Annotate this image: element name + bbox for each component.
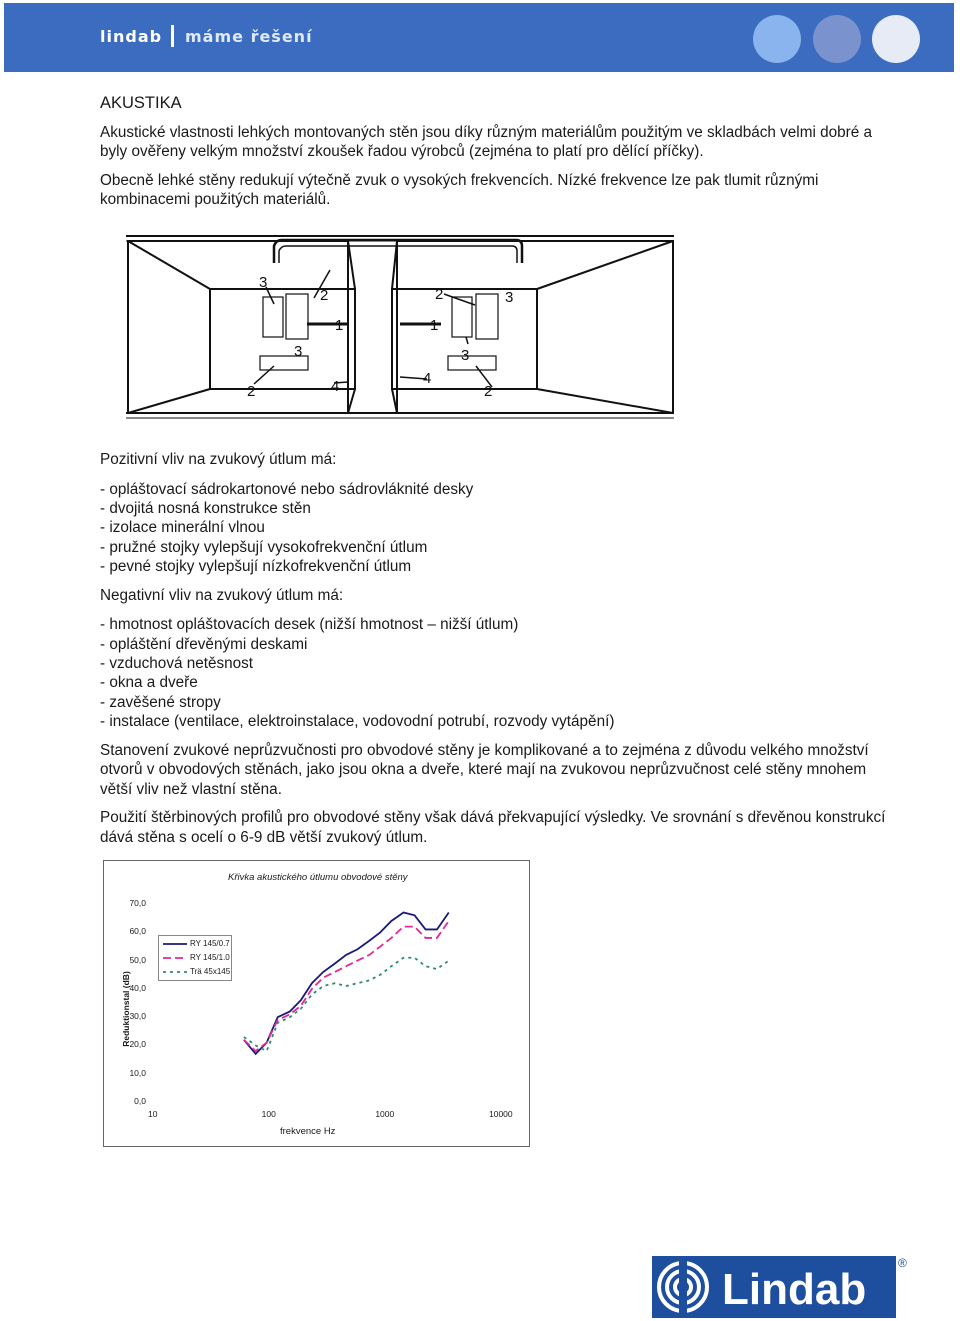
- brand-slogan: máme řešení: [185, 27, 313, 46]
- list-item: - vzduchová netěsnost: [100, 655, 254, 673]
- figure-label: 2: [435, 286, 444, 303]
- list-item: - pevné stojky vylepšují nízkofrekvenční útlum: [100, 558, 412, 576]
- list-item: - okna a dveře: [100, 674, 198, 692]
- x-tick-label: 100: [261, 1109, 276, 1119]
- list-item: - pružné stojky vylepšují vysokofrekvenční útlum: [100, 538, 428, 556]
- lindab-logo: [652, 1256, 896, 1318]
- list-item: - opláštovací sádrokartonové nebo sádrovláknité desky: [100, 480, 474, 498]
- figure-label: 2: [247, 383, 256, 400]
- x-tick-label: 10: [148, 1109, 158, 1119]
- acoustic-chart: [103, 860, 530, 1147]
- figure-label: 2: [320, 287, 329, 304]
- y-tick-label: 10,0: [129, 1067, 146, 1078]
- negative-list: [100, 615, 900, 731]
- positive-heading: Pozitivní vliv na zvukový útlum má:: [100, 451, 337, 468]
- figure-label: 4: [331, 378, 340, 395]
- page-title: AKUSTIKA: [100, 94, 182, 112]
- decor-dot-1: [753, 15, 801, 63]
- list-item: - hmotnost opláštovacích desek (nižší hmotnost – nižší útlum): [100, 616, 519, 634]
- y-tick-label: 60,0: [129, 926, 146, 937]
- x-axis-label: frekvence Hz: [280, 1126, 336, 1137]
- figure-label: 3: [505, 289, 514, 306]
- intro-paragraph-2: Obecně lehké stěny redukují výtečně zvuk o vysokých frekvencích. Nízké frekvence lze pak tlumit různými kombinacemi použitých materiálů.: [100, 171, 819, 209]
- y-tick-label: 70,0: [129, 898, 146, 908]
- y-axis-label: Reduktionstal (dB): [121, 971, 131, 1047]
- main-content: [100, 94, 900, 219]
- header-separator: [171, 25, 174, 47]
- x-tick-label: 10000: [489, 1109, 513, 1119]
- acoustic-rooms-figure: [126, 232, 676, 422]
- list-item: - zavěšené stropy: [100, 693, 221, 711]
- brand-name: lindab: [100, 27, 163, 46]
- y-tick-label: 30,0: [129, 1011, 146, 1022]
- legend-label: Trä 45x145: [190, 967, 231, 976]
- list-item: - opláštění dřevěnými deskami: [100, 635, 308, 653]
- series-line: [244, 912, 449, 1053]
- x-tick-label: 1000: [375, 1109, 395, 1119]
- figure-label: 3: [294, 343, 303, 360]
- logo-text: Lindab: [722, 1265, 867, 1314]
- chart-legend: [158, 935, 232, 981]
- y-tick-label: 40,0: [129, 982, 146, 993]
- positive-list: [100, 480, 900, 577]
- series-line: [244, 958, 449, 1051]
- figure-label: 1: [335, 317, 344, 334]
- legend-label: RY 145/1.0: [190, 953, 230, 962]
- influence-section: [100, 450, 900, 857]
- list-item: - instalace (ventilace, elektroinstalace, vodovodní potrubí, rozvody vytápění): [100, 713, 615, 731]
- chart-title: Křivka akustického útlumu obvodové stěny: [228, 872, 408, 883]
- page-header: [4, 3, 954, 72]
- list-item: - izolace minerální vlnou: [100, 519, 265, 537]
- figure-label: 1: [430, 317, 439, 334]
- y-tick-label: 50,0: [129, 954, 146, 965]
- decor-dot-3: [872, 15, 920, 63]
- y-tick-label: 0,0: [134, 1096, 146, 1106]
- figure-label: 3: [259, 274, 268, 291]
- legend-label: RY 145/0.7: [190, 939, 230, 948]
- figure-label: 4: [423, 370, 432, 387]
- paragraph-slotted-profiles: Použití štěrbinových profilů pro obvodové stěny však dává překvapující výsledky. Ve srovnání s dřevěnou konstrukcí dává stěna s ocelí o 6-9 dB větší zvukový útlum.: [100, 809, 886, 847]
- intro-paragraph-1: Akustické vlastnosti lehkých montovaných stěn jsou díky různým materiálům použitým ve skladbách velmi dobré a byly ověřeny velkým množství zkoušek řadou výrobců (zejména to platí pro dělící příčky).: [100, 123, 872, 161]
- paragraph-exterior-walls: Stanovení zvukové neprůzvučnosti pro obvodové stěny je komplikované a to zejména z důvodu velkého množství otvorů v obvodových stěnách, jako jsou okna a dveře, které mají na zvukovou neprůzvučnost celé stěny mnohem větší vliv než vlastní stěna.: [100, 741, 869, 798]
- negative-heading: Negativní vliv na zvukový útlum má:: [100, 586, 344, 604]
- figure-label: 2: [484, 383, 493, 400]
- y-tick-label: 20,0: [129, 1039, 146, 1050]
- figure-label: 3: [461, 347, 470, 364]
- list-item: - dvojitá nosná konstrukce stěn: [100, 500, 311, 517]
- decor-dot-2: [813, 15, 861, 63]
- chart-plot: [104, 861, 529, 1146]
- registered-mark: ®: [898, 1256, 907, 1270]
